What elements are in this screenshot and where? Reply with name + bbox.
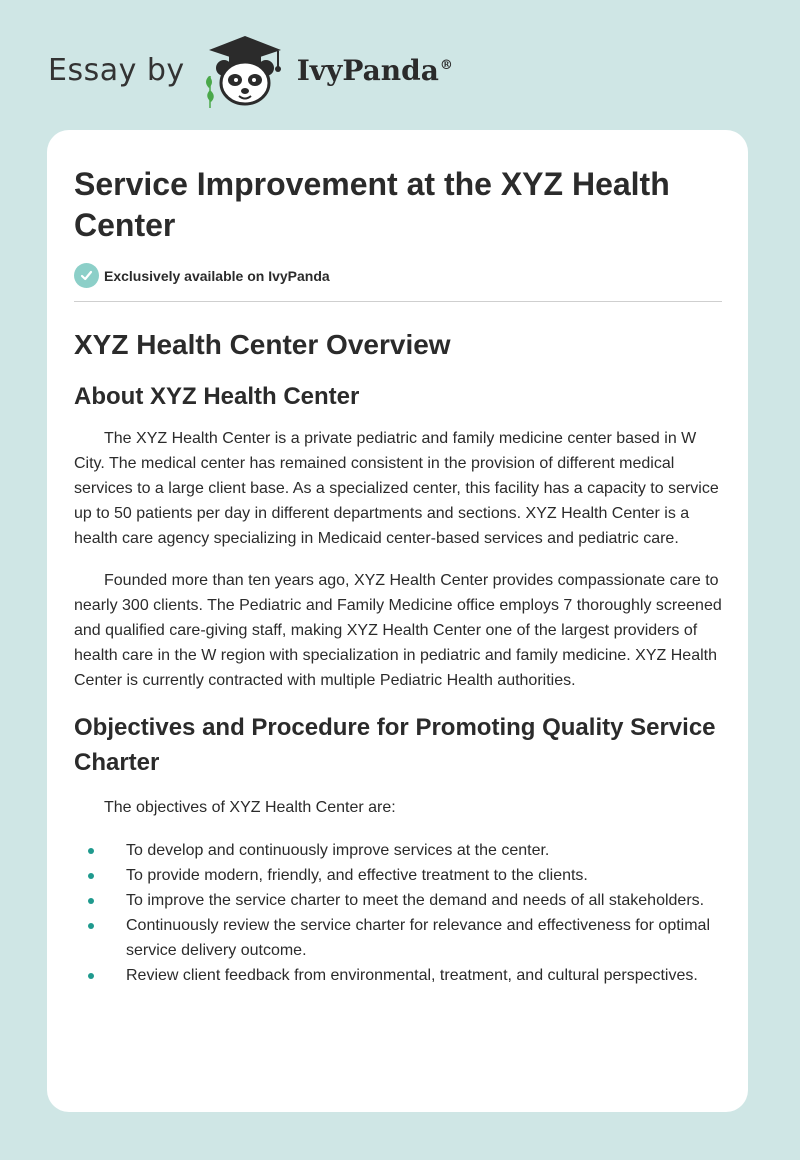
subsection-title-objectives: Objectives and Procedure for Promoting Quality Service Charter — [74, 714, 716, 776]
brand-name[interactable] — [297, 54, 453, 87]
essay-card — [47, 130, 748, 1112]
list-item-text: Review client feedback from environmental, treatment, and cultural perspectives. — [126, 967, 698, 984]
list-item-text: To develop and continuously improve services at the center. — [126, 842, 550, 859]
list-item-text: To improve the service charter to meet the demand and needs of all stakeholders. — [126, 892, 705, 909]
essay-title: Service Improvement at the XYZ Health Center — [74, 166, 670, 243]
bullet-icon — [88, 873, 94, 879]
section-title-overview: XYZ Health Center Overview — [74, 329, 451, 360]
paragraph-about-2: Founded more than ten years ago, XYZ Health Center provides compassionate care to nearly 300 clients. The Pediatric and Family Medicine office employs 7 thoroughly screened and qualified care-giving staff, making XYZ Health Center one of the largest providers of health care in the W region with specialization in pediatric and family medicine. XYZ Health Center is currently contracted with multiple Pediatric Health authorities. — [74, 572, 722, 689]
objectives-list — [74, 838, 722, 988]
divider — [74, 301, 722, 302]
exclusive-badge — [74, 263, 722, 288]
paragraph-about-1: The XYZ Health Center is a private pediatric and family medicine center based in W City. The medical center has remained consistent in the provision of different medical services to a large client base. As a specialized center, this facility has a capacity to service up to 50 patients per day in different departments and sections. XYZ Health Center is a health care agency specializing in Medicaid center-based services and pediatric care. — [74, 430, 719, 547]
site-header — [48, 30, 453, 110]
panda-logo-icon[interactable] — [199, 30, 291, 110]
list-item — [74, 838, 722, 863]
brand-label: IvyPanda — [296, 53, 439, 87]
check-icon — [74, 263, 99, 288]
list-item — [74, 863, 722, 888]
bullet-icon — [88, 923, 94, 929]
list-item — [74, 888, 722, 913]
exclusive-label: Exclusively available on IvyPanda — [104, 267, 330, 284]
objectives-intro: The objectives of XYZ Health Center are: — [104, 799, 396, 816]
list-item-text: To provide modern, friendly, and effective treatment to the clients. — [126, 867, 588, 884]
bullet-icon — [88, 973, 94, 979]
subsection-title-about: About XYZ Health Center — [74, 383, 360, 410]
list-item-text: Continuously review the service charter for relevance and effectiveness for optimal service delivery outcome. — [126, 917, 710, 959]
bullet-icon — [88, 898, 94, 904]
list-item — [74, 963, 722, 988]
registered-mark: ® — [439, 58, 453, 74]
list-item — [74, 913, 722, 963]
essay-by-label: Essay by — [48, 52, 185, 88]
bullet-icon — [88, 848, 94, 854]
